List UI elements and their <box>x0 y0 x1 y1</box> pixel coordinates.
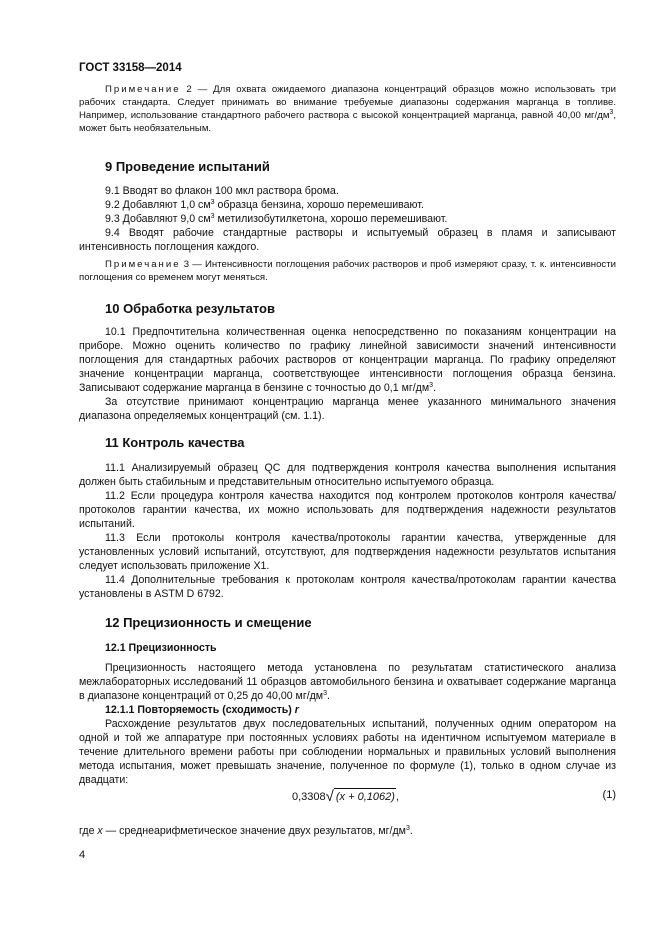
paragraph-9-4: 9.4 Вводят рабочие стандартные растворы и испытуемый образец в пламя и записывают интенсивность поглощения каждого. <box>79 227 616 253</box>
paragraph-11-3: 11.3 Если протоколы контроля качества/протоколы гарантии качества, утвержденные для установленных условий испытаний, отсутствуют, для подтверждения надежности результатов испытания следует использовать приложение Х1. <box>79 532 616 572</box>
note-2-text: Примечание 2 — Для охвата ожидаемого диапазона концентраций образцов можно использовать три рабочих стандарта. Следует принимать во внимание требуемые диапазоны содержания марганца в топливе. Например, использование стандартного рабочего раствора с высокой концентрацией марганца, равной 40,00 $мг/дм^3$, может быть необязательным. <box>79 84 616 134</box>
paragraph-11-4: 11.4 Дополнительные требования к протоколам контроля качества/протоколам гарантии качества установлены в ASTM D 6792. <box>79 574 616 600</box>
paragraph-9-2: 9.2 Добавляют 1,0 $см^3$ образца бензина, хорошо перемешивают. <box>105 199 424 211</box>
section-10 <box>79 302 616 316</box>
section-11 <box>79 436 616 450</box>
sqrt-icon: √ <box>325 788 334 805</box>
page-number: 4 <box>79 849 86 861</box>
paragraph-11-2: 11.2 Если процедура контроля качества находится под контролем протоколов контроля качества/протоколов гарантии качества, их можно использовать для подтверждения надежности результатов испытаний. <box>79 490 616 530</box>
document-header: ГОСТ 33158—2014 <box>79 62 182 74</box>
subsection-12-1: 12.1 Прецизионность <box>105 642 217 654</box>
section-12-heading: 12 Прецизионность и смещение <box>105 615 312 630</box>
section-9 <box>79 160 616 174</box>
section-11-heading: 11 Контроль качества <box>105 435 245 450</box>
paragraph-12-1: Прецизионность настоящего метода установлена по результатам статистического анализа межлабораторных исследований 11 образцов автомобильного бензина и охватывает содержание марганца в диапазоне концентраций от 0,25 до 40,00 $мг/дм^3$. <box>79 662 616 702</box>
section-9-body <box>79 184 616 254</box>
section-9-heading: 9 Проведение испытаний <box>105 159 270 174</box>
note-label: Примечание <box>105 84 181 95</box>
formula-expression: 0,3308√ (x + 0,1062), <box>292 788 399 805</box>
note-3-text: Примечание 3 — Интенсивности поглощения рабочих растворов и проб измеряют сразу, т. к. интенсивности поглощения со временем могут меняться. <box>79 259 616 283</box>
paragraph-9-1: 9.1 Вводят во флакон 100 мкл раствора брома. <box>105 185 339 197</box>
section-10-heading: 10 Обработка результатов <box>105 301 275 316</box>
subsection-12-1-1: 12.1.1 Повторяемость (сходимость) r <box>105 704 299 716</box>
formula-number: (1) <box>602 789 616 801</box>
paragraph-12-1-1: Расхождение результатов двух последовательных испытаний, полученных одним оператором на одной и той же аппаратуре при постоянных условиях работы на идентичном испытуемом материале в течение длительного времени работы при соблюдении нормальных и правильных условий выполнения метода испытания, может превышать значение, полученное по формуле (1), только в одном случае из двадцати: <box>79 718 616 786</box>
paragraph-9-3: 9.3 Добавляют 9,0 $см^3$ метилизобутилкетона, хорошо перемешивают. <box>105 213 448 225</box>
section-10-body <box>79 325 616 423</box>
note-label: Примечание <box>105 259 181 270</box>
paragraph-10-1: 10.1 Предпочтительна количественная оценка непосредственно по показаниям концентрации на приборе. Можно оценить количество по графику линейной зависимости значений интенсивности поглощения для стандартных рабочих растворов от концентрации марганца. По графику определяют значение концентрации марганца, соответствующее интенсивности поглощения образца бензина. Записывают содержание марганца в бензине с точностью до 0,1 $мг/дм^3$. <box>79 326 616 394</box>
paragraph-11-1: 11.1 Анализируемый образец QC для подтверждения контроля качества выполнения испытания должен быть стабильным и представительным относительно испытуемого образца. <box>79 462 616 488</box>
note-3 <box>79 258 616 284</box>
section-11-body <box>79 461 616 601</box>
note-2 <box>79 83 616 135</box>
formula-1 <box>79 788 616 808</box>
paragraph-10-2: За отсутствие принимают концентрацию марганца менее указанного минимального значения диапазона определяемых концентраций (см. 1.1). <box>79 396 616 422</box>
where-text: где x — среднеарифметическое значение двух результатов, $мг/дм^3$. <box>79 825 413 837</box>
where-clause <box>79 824 616 838</box>
section-12-body <box>79 641 616 787</box>
section-12 <box>79 616 616 630</box>
